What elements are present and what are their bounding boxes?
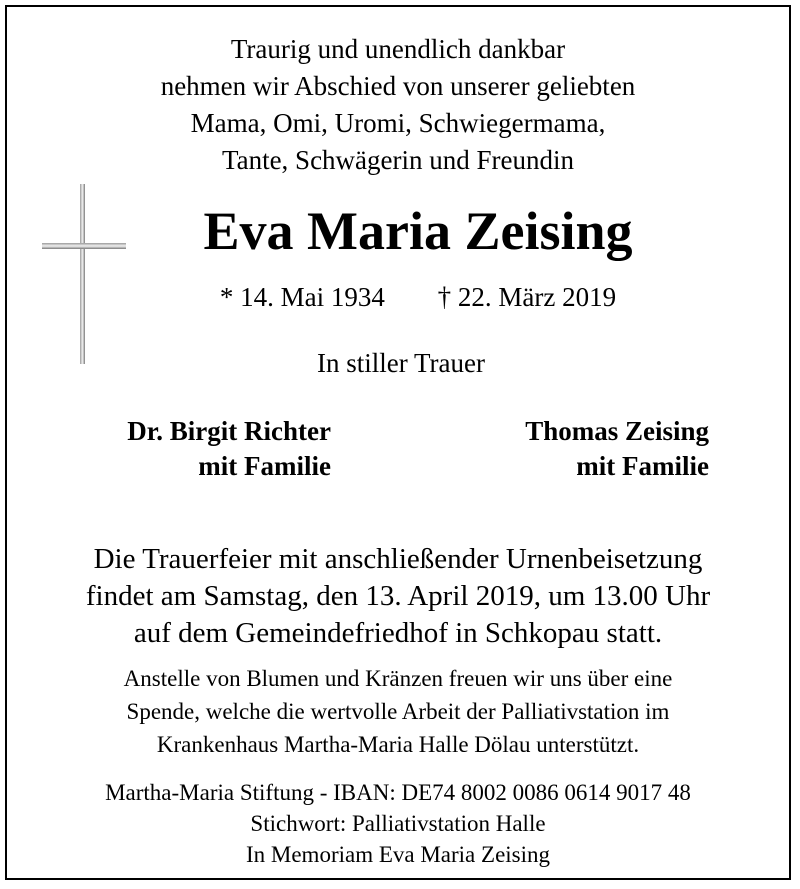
ceremony-text <box>7 541 789 652</box>
donation-line: Anstelle von Blumen und Kränzen freuen wir uns über eine <box>123 666 673 691</box>
intro-line: Traurig und unendlich dankbar <box>230 34 566 64</box>
intro-text <box>7 31 789 179</box>
bank-line: Martha-Maria Stiftung - IBAN: DE74 8002 0086 0614 9017 48 <box>105 780 691 805</box>
birth-date: * 14. Mai 1934 <box>219 282 385 312</box>
donation-line: Spende, welche die wertvolle Arbeit der Palliativstation im <box>126 699 670 724</box>
donation-text <box>7 662 789 761</box>
mourner-name: Thomas Zeising <box>525 416 709 446</box>
life-dates <box>27 279 800 315</box>
obituary-notice <box>5 5 791 880</box>
intro-line: nehmen wir Abschied von unserer geliebten <box>160 71 636 101</box>
deceased-name: Eva Maria Zeising <box>203 201 633 261</box>
bank-details <box>7 777 789 870</box>
mourner-name: Dr. Birgit Richter <box>127 416 331 446</box>
mourning-label: In stiller Trauer <box>317 348 485 378</box>
mourner-suffix: mit Familie <box>198 451 331 481</box>
intro-line: Mama, Omi, Uromi, Schwiegermama, <box>190 108 606 138</box>
mourner-left <box>127 414 331 484</box>
bank-line: Stichwort: Palliativstation Halle <box>250 811 546 836</box>
death-date: † 22. März 2019 <box>437 282 617 312</box>
donation-line: Krankenhaus Martha-Maria Halle Dölau unterstützt. <box>156 732 640 757</box>
mourner-right <box>525 414 709 484</box>
ceremony-line: findet am Samstag, den 13. April 2019, um 13.00 Uhr <box>85 580 711 612</box>
ceremony-line: Die Trauerfeier mit anschließender Urnenbeisetzung <box>93 543 703 575</box>
mourner-suffix: mit Familie <box>576 451 709 481</box>
intro-line: Tante, Schwägerin und Freundin <box>221 145 575 175</box>
ceremony-line: auf dem Gemeindefriedhof in Schkopau statt. <box>133 617 663 649</box>
bank-line: In Memoriam Eva Maria Zeising <box>245 842 551 867</box>
